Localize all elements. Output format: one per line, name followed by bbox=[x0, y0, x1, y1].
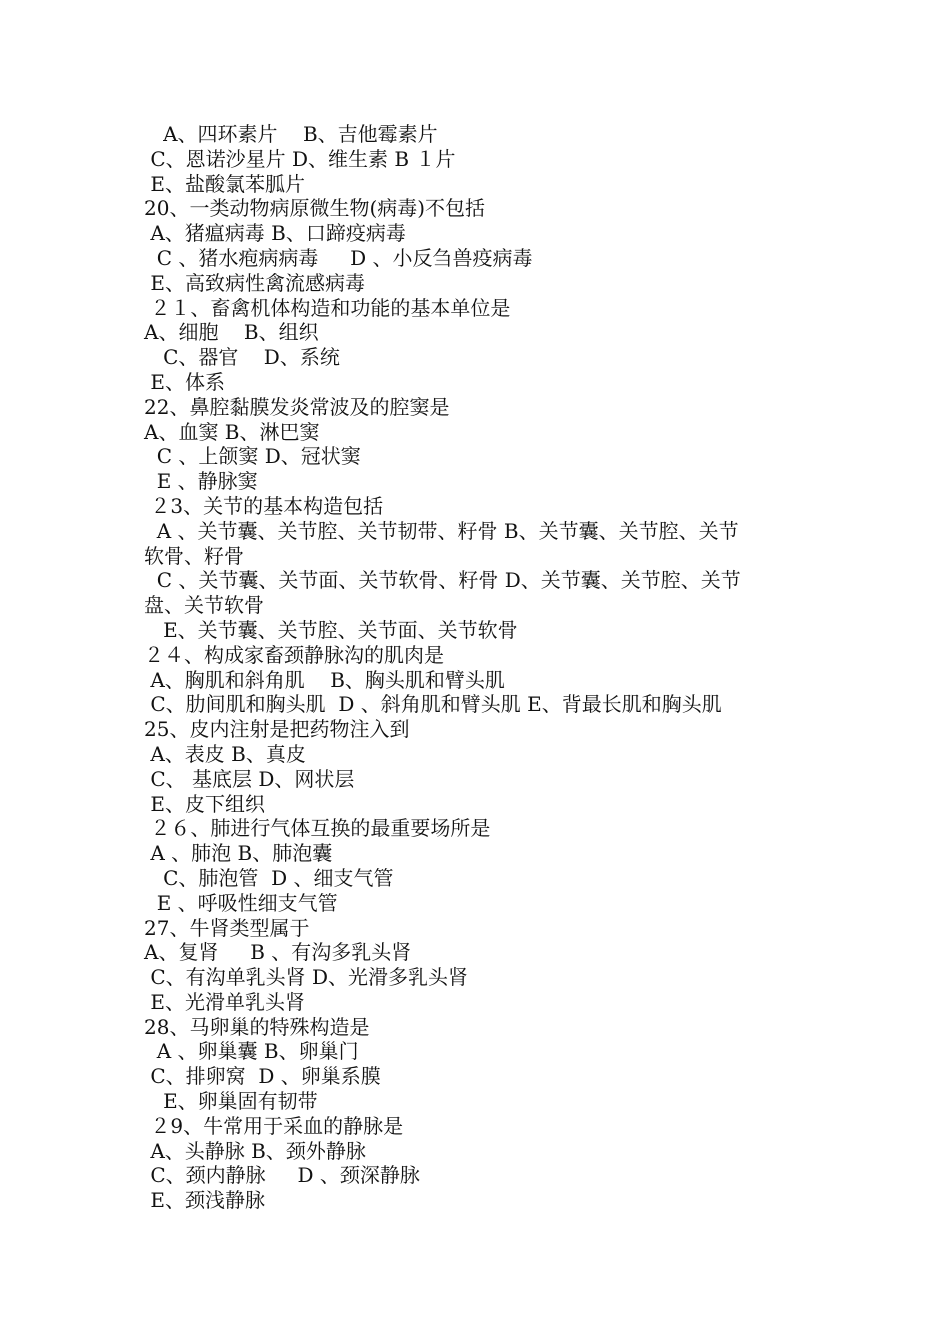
question-20: 20、一类动物病原微生物(病毒)不包括 bbox=[144, 196, 486, 221]
option-line: E、卵巢固有韧带 bbox=[144, 1089, 318, 1114]
option-line: C、颈内静脉 D 、颈深静脉 bbox=[144, 1163, 420, 1188]
question-25: 25、皮内注射是把药物注入到 bbox=[144, 717, 410, 742]
option-line: A、复肾 B 、有沟多乳头肾 bbox=[144, 940, 412, 965]
option-line: E、皮下组织 bbox=[144, 791, 265, 816]
document-body bbox=[144, 122, 814, 1213]
option-line: C、 基底层 D、网状层 bbox=[144, 766, 355, 791]
question-24: ２４、构成家畜颈静脉沟的肌肉是 bbox=[144, 642, 444, 667]
option-line: C 、上颌窦 D、冠状窦 bbox=[144, 444, 361, 469]
question-22: 22、鼻腔黏膜发炎常波及的腔窦是 bbox=[144, 394, 450, 419]
option-line: A、表皮 B、真皮 bbox=[144, 741, 306, 766]
option-line: E 、呼吸性细支气管 bbox=[144, 890, 338, 915]
question-26: ２６、肺进行气体互换的最重要场所是 bbox=[144, 816, 491, 841]
option-line: A、胸肌和斜角肌 B、胸头肌和臂头肌 bbox=[144, 667, 505, 692]
option-line: E、体系 bbox=[144, 369, 225, 394]
question-27: 27、牛肾类型属于 bbox=[144, 915, 310, 940]
option-line: 软骨、籽骨 bbox=[144, 543, 244, 568]
question-28: 28、马卵巢的特殊构造是 bbox=[144, 1014, 370, 1039]
option-line: C、有沟单乳头肾 D、光滑多乳头肾 bbox=[144, 965, 469, 990]
option-line: E、盐酸氯苯胍片 bbox=[144, 171, 305, 196]
option-line: E、关节囊、关节腔、关节面、关节软骨 bbox=[144, 617, 518, 642]
option-line: A 、卵巢囊 B、卵巢门 bbox=[144, 1039, 359, 1064]
option-line: C、器官 D、系统 bbox=[144, 345, 340, 370]
option-line: E 、静脉窦 bbox=[144, 469, 258, 494]
option-line: C、恩诺沙星片 D、维生素 B １片 bbox=[144, 146, 456, 171]
option-line: A、细胞 B、组织 bbox=[144, 320, 319, 345]
option-line: A、猪瘟病毒 B、口蹄疫病毒 bbox=[144, 221, 406, 246]
option-line: C、肺泡管 D 、细支气管 bbox=[144, 865, 394, 890]
option-line: C 、关节囊、关节面、关节软骨、籽骨 D、关节囊、关节腔、关节 bbox=[144, 568, 741, 593]
option-line: A 、肺泡 B、肺泡囊 bbox=[144, 841, 333, 866]
option-line: E、光滑单乳头肾 bbox=[144, 989, 305, 1014]
option-line: A、头静脉 B、颈外静脉 bbox=[144, 1138, 366, 1163]
question-23: ２3、关节的基本构造包括 bbox=[144, 493, 384, 518]
option-line: A、四环素片 B、吉他霉素片 bbox=[144, 122, 438, 146]
option-line: E、高致病性禽流感病毒 bbox=[144, 270, 365, 295]
option-line: A 、关节囊、关节腔、关节韧带、籽骨 B、关节囊、关节腔、关节 bbox=[144, 518, 739, 543]
option-line: A、血窦 B、淋巴窦 bbox=[144, 419, 320, 444]
option-line: C、肋间肌和胸头肌 D 、斜角肌和臂头肌 E、背最长肌和胸头肌 bbox=[144, 692, 722, 717]
question-21: ２１、畜禽机体构造和功能的基本单位是 bbox=[144, 295, 511, 320]
option-line: C 、猪水疱病病毒 D 、小反刍兽疫病毒 bbox=[144, 245, 533, 270]
option-line: E、颈浅静脉 bbox=[144, 1188, 265, 1213]
option-line: C、排卵窝 D 、卵巢系膜 bbox=[144, 1064, 381, 1089]
question-29: ２9、牛常用于采血的静脉是 bbox=[144, 1113, 404, 1138]
option-line: 盘、关节软骨 bbox=[144, 593, 264, 618]
